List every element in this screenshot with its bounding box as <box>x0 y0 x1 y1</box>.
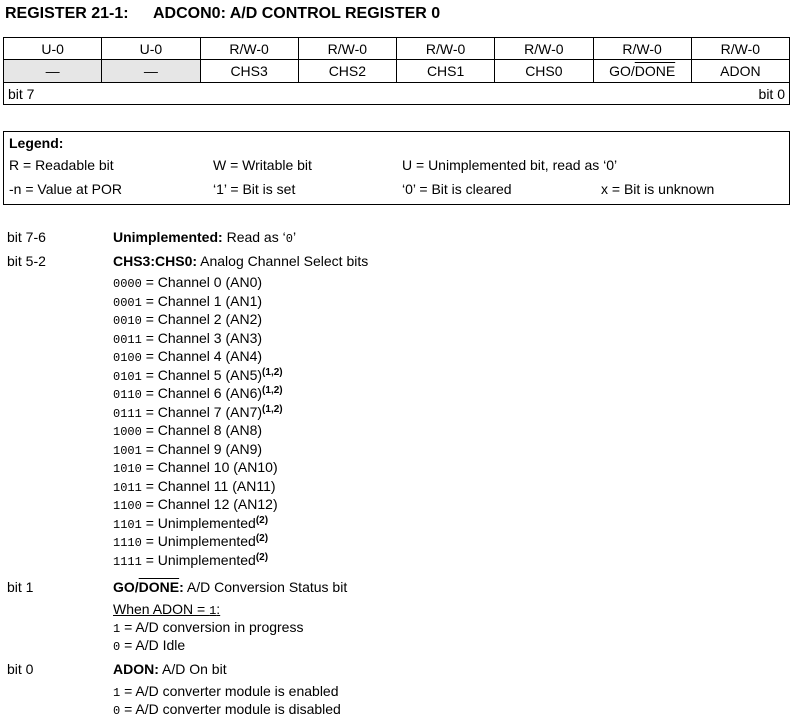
legend-por: -n = Value at POR <box>9 181 122 197</box>
channel-option: 1011 = Channel 11 (AN11) <box>113 478 276 495</box>
legend-unimplemented: U = Unimplemented bit, read as ‘0’ <box>402 157 618 173</box>
channel-option: 0111 = Channel 7 $(AN7)^{(1,2)}$ <box>113 404 283 421</box>
channel-option: 1110 = Unimplemented$^{(2)}$ <box>113 533 269 550</box>
access-cell: U-0 <box>102 38 200 60</box>
channel-option: 1100 = Channel 12 (AN12) <box>113 496 278 513</box>
channel-option: 1000 = Channel 8 (AN8) <box>113 422 263 439</box>
register-number: REGISTER 21-1: <box>5 5 129 22</box>
register-title <box>5 5 440 23</box>
legend-cleared: ‘0’ = Bit is cleared <box>402 181 512 197</box>
legend-writable: W = Writable bit <box>213 157 312 173</box>
channel-option: 0101 = Channel 5 $(AN5)^{(1,2)}$ <box>113 367 283 384</box>
channel-option: 1001 = Channel 9 (AN9) <box>113 441 263 458</box>
bit1-when-adon: When ADON = 1: <box>113 601 221 618</box>
legend-unknown: x = Bit is unknown <box>601 181 715 197</box>
bit1-desc: GO/DONE: A/D Conversion Status bit <box>113 579 348 595</box>
channel-option: 1010 = Channel 10 (AN10) <box>113 459 278 476</box>
bit-cell: CHS3 <box>200 60 298 83</box>
bit-cell-go-done <box>593 60 691 83</box>
bit-right-label: bit 0 <box>758 85 785 102</box>
bit0-option-1: 1 = A/D converter module is enabled <box>113 683 339 700</box>
bit-range-row <box>4 83 790 105</box>
legend-box <box>3 131 790 205</box>
done-overbar-label: DONE <box>634 63 676 79</box>
bit52-label: bit 5-2 <box>7 253 46 269</box>
legend-title: Legend: <box>9 135 64 151</box>
register-name: ADCON0: A/D CONTROL REGISTER 0 <box>153 5 441 22</box>
bit1-option-0: 0 = A/D Idle <box>113 637 186 654</box>
bit0-option-0: 0 = A/D converter module is disabled <box>113 701 341 718</box>
bit-cell: CHS0 <box>495 60 593 83</box>
access-cell: R/W-0 <box>691 38 789 60</box>
bit-cell: CHS1 <box>397 60 495 83</box>
access-cell: U-0 <box>4 38 102 60</box>
bit-cell: — <box>102 60 200 83</box>
bit-cell: CHS2 <box>298 60 396 83</box>
bit52-desc: CHS3:CHS0: Analog Channel Select bits <box>113 253 369 269</box>
bit76-label: bit 7-6 <box>7 229 46 245</box>
go-label: GO/ <box>609 63 635 79</box>
channel-option: 0000 = Channel 0 (AN0) <box>113 274 263 291</box>
bit1-label: bit 1 <box>7 579 34 595</box>
channel-option: 0011 = Channel 3 (AN3) <box>113 330 263 347</box>
access-row <box>4 38 790 60</box>
bit1-option-1: 1 = A/D conversion in progress <box>113 619 304 636</box>
bit-cell: ADON <box>691 60 789 83</box>
bitname-row <box>4 60 790 83</box>
bit0-desc: ADON: A/D On bit <box>113 661 227 677</box>
access-cell: R/W-0 <box>200 38 298 60</box>
access-cell: R/W-0 <box>495 38 593 60</box>
channel-option: 0110 = Channel 6 $(AN6)^{(1,2)}$ <box>113 385 283 402</box>
access-cell: R/W-0 <box>397 38 495 60</box>
bit76-desc: Unimplemented: Read as ‘0’ <box>113 229 297 246</box>
channel-option: 1111 = Unimplemented$^{(2)}$ <box>113 552 269 569</box>
bit0-label: bit 0 <box>7 661 34 677</box>
legend-readable: R = Readable bit <box>9 157 114 173</box>
register-bit-table <box>3 37 790 105</box>
bit-cell: — <box>4 60 102 83</box>
channel-option: 0001 = Channel 1 (AN1) <box>113 293 263 310</box>
bit-left-label: bit 7 <box>8 85 35 102</box>
legend-set: ‘1’ = Bit is set <box>213 181 296 197</box>
access-cell: R/W-0 <box>593 38 691 60</box>
channel-option: 0010 = Channel 2 (AN2) <box>113 311 263 328</box>
channel-option: 0100 = Channel 4 (AN4) <box>113 348 263 365</box>
access-cell: R/W-0 <box>298 38 396 60</box>
channel-option: 1101 = Unimplemented$^{(2)}$ <box>113 515 269 532</box>
